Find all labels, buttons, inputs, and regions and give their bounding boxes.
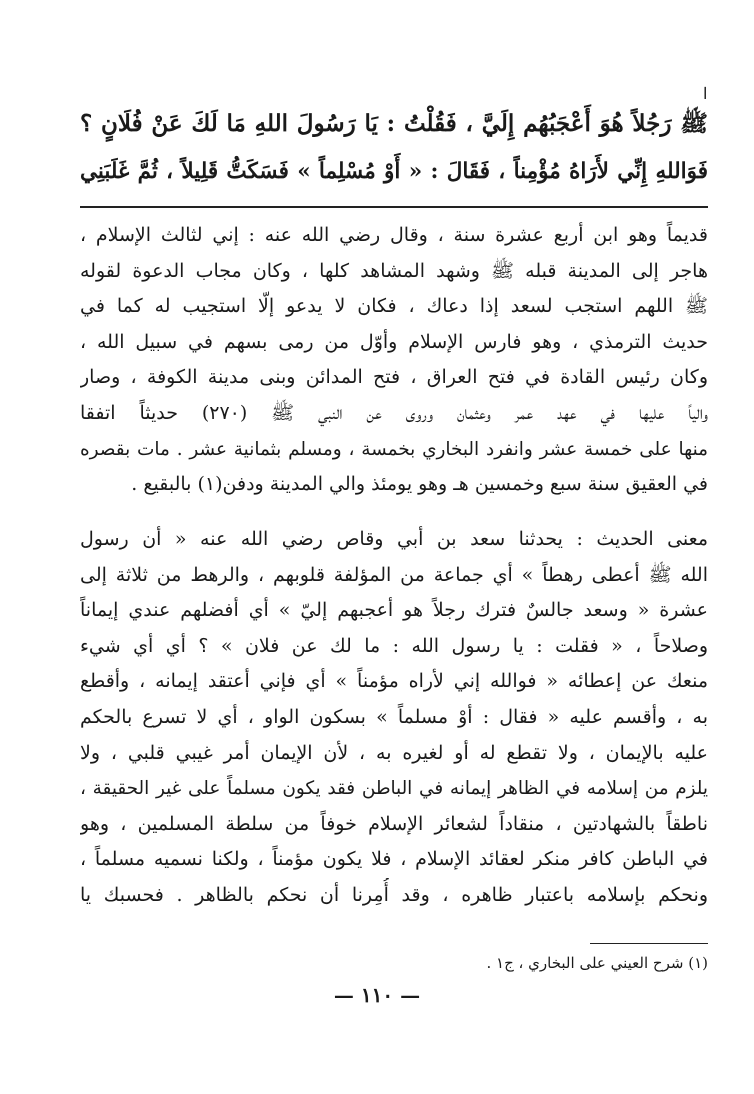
hadith-line: فَوَاللهِ إِنِّي لأَرَاهُ مُؤْمِناً ، فَقَالَ : « أَوْ مُسْلِماً » فَسَكَتُّ قَلِيلاً ، ثُمَّ غَلَبَنِي [80,159,708,184]
commentary-line: ونحكم بإسلامه باعتبار ظاهره ، وقد أُمِرنا أن نحكم بالظاهر . فحسبك يا [80,883,708,906]
commentary-line: عشرة « وسعد جالسٌ فترك رجلاً هو أعجبهم إليّ » أي أفضلهم عندي إيماناً [80,599,708,622]
commentary-line: عليه بالإيمان ، ولا تقطع له أو لغيره به ، لأن الإيمان أمر غيبي قلبي ، ولا [80,741,708,764]
commentary-line: ناطقاً بالشهادتين ، منقاداً لشعائر الإسلام خوفاً من سلطة المسلمين ، وهو [80,812,708,835]
corner-mark: ا [703,84,708,103]
commentary-line: الله ﷺ أعطى رهطاً » أي جماعة من المؤلفة قلوبهم ، والرهط من ثلاثة إلى [80,563,708,586]
bio-line: وكان رئيس القادة في فتح العراق ، فتح المدائن وبنى مدينة الكوفة ، وصار [80,366,708,389]
bio-line: ﷺ اللهم استجب لسعد إذا دعاك ، فكان لا يدعو إلّا استجيب له كما في [80,295,708,318]
narrator-biography [80,218,708,503]
bio-line: والياً عليها في عهد عمر وعثمان وروى عن النبي ﷺ (٢٧٠) حديثاً اتفقا [80,401,708,424]
hadith-text [80,100,708,196]
commentary-line: وصلاحاً ، « فقلت : يا رسول الله : ما لك عن فلان » ؟ أي أي شيء [80,634,708,657]
bio-line: في العقيق سنة سبع وخمسين هـ وهو يومئذ والي المدينة ودفن(١) بالبقيع . [131,473,708,496]
bio-line: هاجر إلى المدينة قبله ﷺ وشهد المشاهد كلها ، وكان مجاب الدعوة لقوله [80,259,708,282]
footnote-divider [590,943,708,944]
hadith-divider [80,206,708,208]
bio-line: قديماً وهو ابن أربع عشرة سنة ، وقال رضي الله عنه : إني لثالث الإسلام ، [80,224,708,246]
footnote: (١) شرح العيني على البخاري ، ج١ . [486,954,708,972]
commentary-line: في الباطن كافر منكر لعقائد الإسلام ، فلا يكون مؤمناً ، ولكنا نسميه مسلماً ، [80,848,708,871]
bio-line: حديث الترمذي ، وهو فارس الإسلام وأوّل من رمى بسهم في سبيل الله ، [80,330,708,353]
commentary-line: منعك عن إعطائه « فوالله إني لأراه مؤمناً » أي فإني أعتقد إيمانه ، وأقطع [80,670,708,693]
commentary-line: معنى الحديث : يحدثنا سعد بن أبي وقاص رضي الله عنه « أن رسول [80,528,708,550]
commentary-line: يلزم من إسلامه في الظاهر إيمانه في الباطن فقد يكون مسلماً على غير الحقيقة ، [80,778,708,800]
hadith-commentary [80,522,708,914]
hadith-line: ﷺ رَجُلاً هُوَ أَعْجَبُهُم إِلَيَّ ، فَقُلْتُ : يَا رَسُولَ اللهِ مَا لَكَ عَنْ فُلَانٍ ؟ [80,110,708,137]
page-number: — ١١٠ — [333,983,421,1007]
bio-line: منها على خمسة عشر وانفرد البخاري بخمسة ، ومسلم بثمانية عشر . مات بقصره [80,438,708,460]
commentary-line: به ، وأقسم عليه « فقال : أوْ مسلماً » بسكون الواو ، أي لا تسرع بالحكم [80,705,708,728]
